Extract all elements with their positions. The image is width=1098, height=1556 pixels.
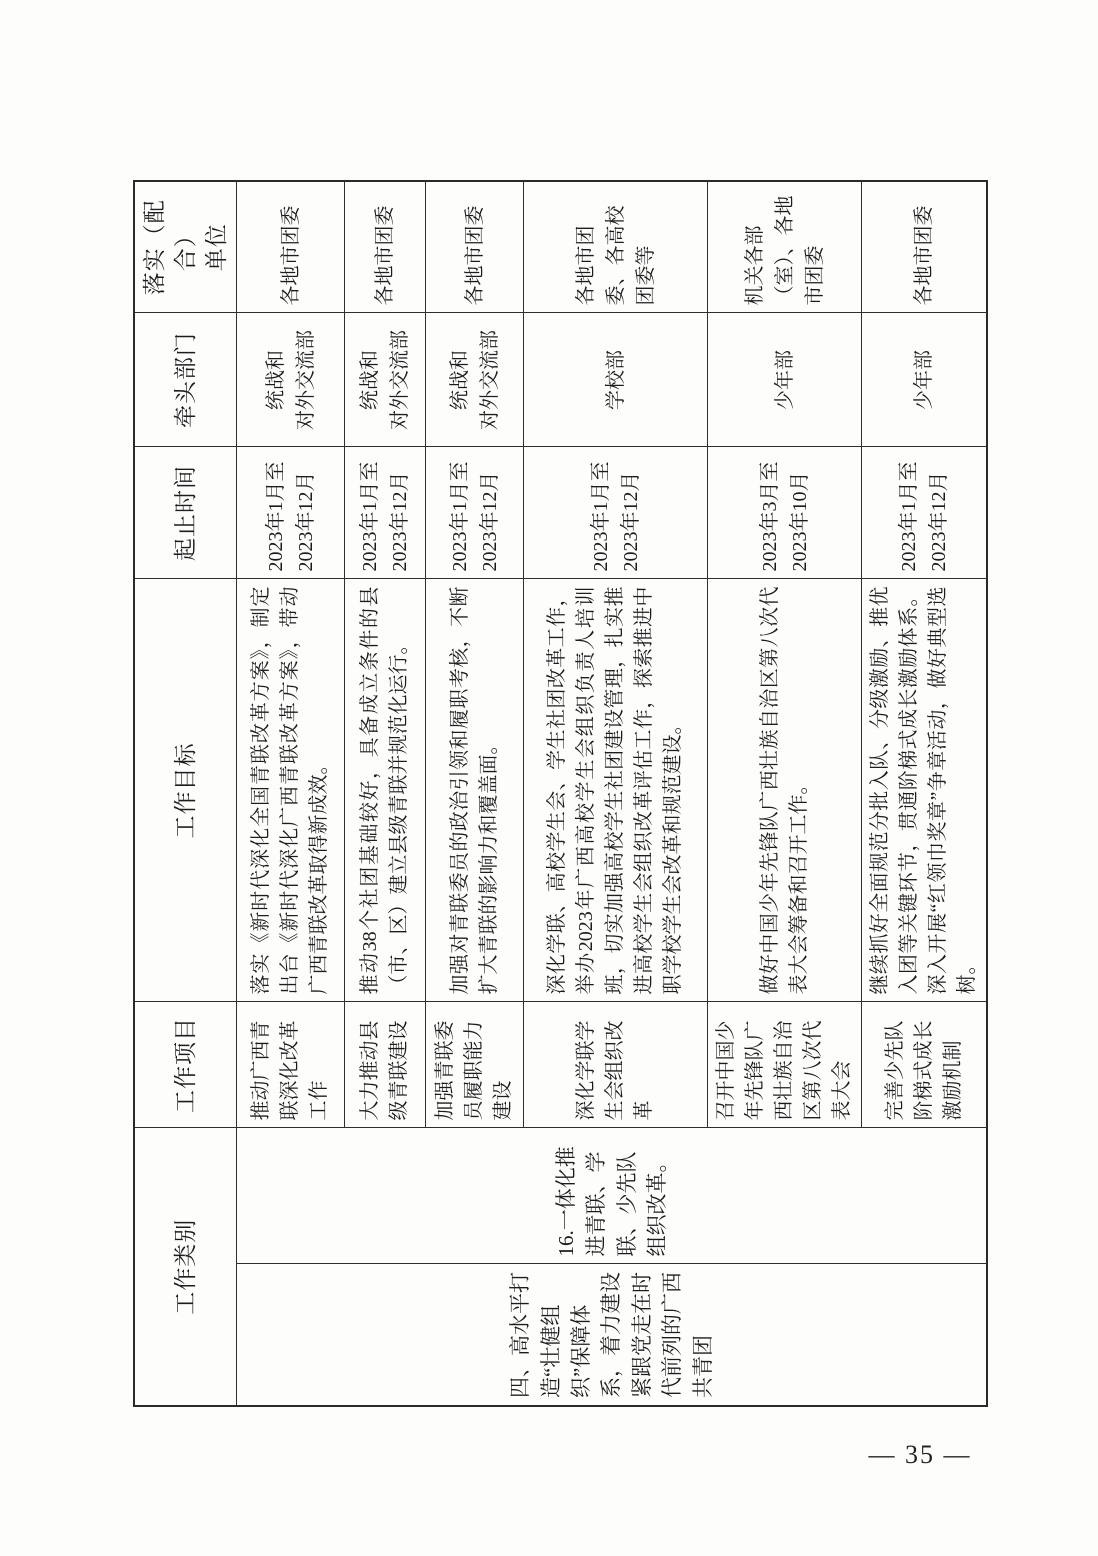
header-cell-category: 工作类别 xyxy=(134,1128,237,1406)
table-row xyxy=(237,181,345,1406)
cell-goal: 深化学联、高校学生会、学生社团改革工作，举办2023年广西高校学生会组织负责人培训班，切实加强高校学生社团建设管理，扎实推进高校学生会组织改革评估工作，探索推进中职学校学生会改革和规范建设。 xyxy=(524,579,708,1002)
cell-project: 完善少先队阶梯式成长激励机制 xyxy=(862,1002,988,1128)
cell-time xyxy=(426,447,524,579)
time-line2: 2023年12月 xyxy=(619,471,642,572)
header-cell-goal: 工作目标 xyxy=(134,579,237,1002)
time-line1: 2023年1月至 xyxy=(359,461,382,572)
cell-lead xyxy=(345,313,426,447)
cell-support: 各地市团委 xyxy=(345,181,426,313)
time-line2: 2023年12月 xyxy=(928,471,951,572)
table-header-row xyxy=(134,181,237,1406)
lead-line1: 统战和 xyxy=(448,350,471,410)
cell-support: 各地市团委 xyxy=(426,181,524,313)
header-cell-project: 工作项目 xyxy=(134,1002,237,1128)
lead-line2: 对外交流部 xyxy=(478,330,501,430)
cell-project: 加强青联委员履职能力建设 xyxy=(426,1002,524,1128)
cell-lead xyxy=(426,313,524,447)
cell-support: 各地市团委、各高校团委等 xyxy=(524,181,708,313)
cell-time xyxy=(237,447,345,579)
time-line1: 2023年1月至 xyxy=(898,461,921,572)
time-line2: 2023年12月 xyxy=(294,471,317,572)
cell-project: 深化学联学生会组织改革 xyxy=(524,1002,708,1128)
cell-time xyxy=(708,447,862,579)
lead-line2: 对外交流部 xyxy=(294,330,317,430)
time-line1: 2023年1月至 xyxy=(264,461,287,572)
cell-goal: 加强对青联委员的政治引领和履职考核，不断扩大青联的影响力和覆盖面。 xyxy=(426,579,524,1002)
category-span-cell: 四、高水平打造“壮健组织”保障体系，着力建设紧跟党走在时代前列的广西共青团 xyxy=(237,1264,988,1406)
time-line2: 2023年12月 xyxy=(389,471,412,572)
lead-line1: 统战和 xyxy=(264,350,287,410)
time-line1: 2023年1月至 xyxy=(448,461,471,572)
cell-lead xyxy=(237,313,345,447)
lead-line1: 少年部 xyxy=(913,350,936,410)
cell-project: 大力推动县级青联建设 xyxy=(345,1002,426,1128)
header-cell-support xyxy=(134,181,237,313)
lead-line1: 学校部 xyxy=(604,350,627,410)
rotated-table-container xyxy=(133,182,979,1407)
header-cell-lead: 牵头部门 xyxy=(134,313,237,447)
header-support-line1: 落实（配合） xyxy=(142,199,199,296)
lead-line2: 对外交流部 xyxy=(389,330,412,430)
cell-lead xyxy=(524,313,708,447)
cell-goal: 继续抓好全面规范分批入队、分级激励、推优入团等关键环节，贯通阶梯式成长激励体系。深入开展“红领巾奖章”争章活动，做好典型选树。 xyxy=(862,579,988,1002)
work-plan-table xyxy=(133,180,988,1407)
time-line1: 2023年3月至 xyxy=(758,461,781,572)
header-cell-time: 起止时间 xyxy=(134,447,237,579)
lead-line1: 统战和 xyxy=(359,350,382,410)
cell-lead xyxy=(862,313,988,447)
time-line2: 2023年10月 xyxy=(788,471,811,572)
cell-goal: 推动38个社团基础较好，具备成立条件的县（市、区）建立县级青联并规范化运行。 xyxy=(345,579,426,1002)
header-support-line2: 单位 xyxy=(204,223,230,272)
cell-time xyxy=(862,447,988,579)
page-number: — 35 — xyxy=(868,1440,972,1469)
cell-support: 各地市团委 xyxy=(237,181,345,313)
category-item-span-cell: 16.一体化推进青联、学联、少先队组织改革。 xyxy=(237,1128,988,1264)
cell-support: 机关各部（室）、各地市团委 xyxy=(708,181,862,313)
cell-goal: 落实《新时代深化全国青联改革方案》，制定出台《新时代深化广西青联改革方案》，带动广西青联改革取得新成效。 xyxy=(237,579,345,1002)
cell-time xyxy=(524,447,708,579)
time-line2: 2023年12月 xyxy=(478,471,501,572)
cell-project: 召开中国少年先锋队广西壮族自治区第八次代表大会 xyxy=(708,1002,862,1128)
cell-goal: 做好中国少年先锋队广西壮族自治区第八次代表大会筹备和召开工作。 xyxy=(708,579,862,1002)
cell-lead xyxy=(708,313,862,447)
lead-line1: 少年部 xyxy=(773,350,796,410)
cell-time xyxy=(345,447,426,579)
time-line1: 2023年1月至 xyxy=(589,461,612,572)
cell-project: 推动广西青联深化改革工作 xyxy=(237,1002,345,1128)
cell-support: 各地市团委 xyxy=(862,181,988,313)
